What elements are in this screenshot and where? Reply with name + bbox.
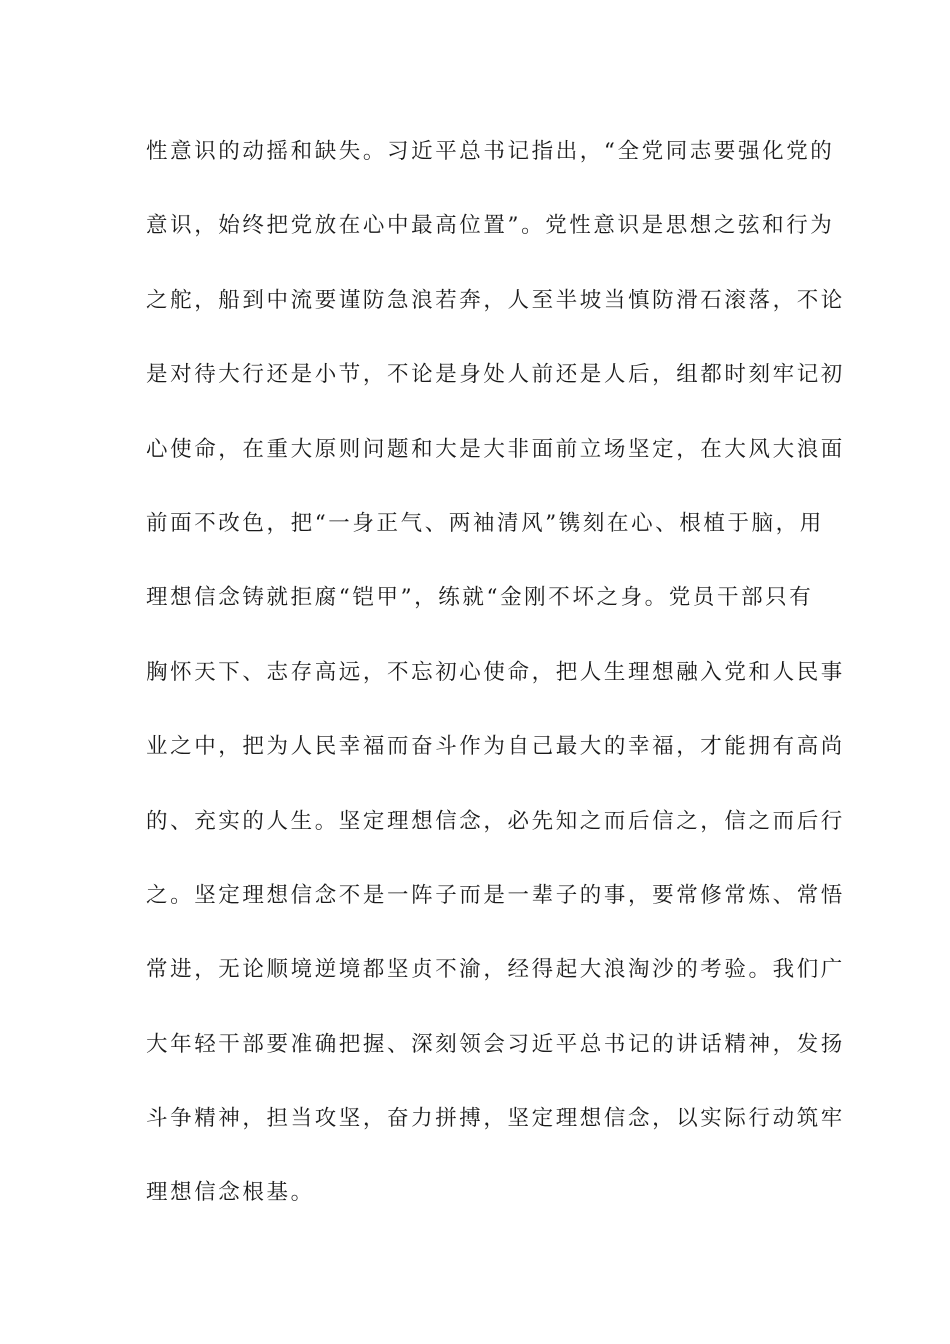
text-line: 业之中，把为人民幸福而奋斗作为自己最大的幸福，才能拥有高尚 xyxy=(146,734,845,760)
text-line: 常进，无论顺境逆境都坚贞不渝，经得起大浪淘沙的考验。我们广 xyxy=(146,957,845,983)
text-line: 的、充实的人生。坚定理想信念，必先知之而后信之，信之而后行 xyxy=(146,808,845,834)
text-line: 是对待大行还是小节，不论是身处人前还是人后，组都时刻牢记初 xyxy=(146,362,845,388)
text-line: 心使命，在重大原则问题和大是大非面前立场坚定，在大风大浪面 xyxy=(146,436,845,462)
text-line: 理想信念铸就拒腐“铠甲”，练就“金刚不坏之身。党员干部只有 xyxy=(146,585,814,611)
text-line: 斗争精神，担当攻坚，奋力拼搏，坚定理想信念，以实际行动筑牢 xyxy=(146,1106,845,1132)
text-line: 之舵，船到中流要谨防急浪若奔，人至半坡当慎防滑石滚落，不论 xyxy=(146,287,845,313)
text-line: 意识，始终把党放在心中最高位置”。党性意识是思想之弦和行为 xyxy=(146,213,835,239)
text-line: 胸怀天下、志存高远，不忘初心使命，把人生理想融入党和人民事 xyxy=(146,659,845,685)
text-line: 之。坚定理想信念不是一阵子而是一辈子的事，要常修常炼、常悟 xyxy=(146,882,845,908)
body-paragraph xyxy=(146,132,845,1248)
text-line: 前面不改色，把“一身正气、两袖清风”镌刻在心、根植于脑，用 xyxy=(146,510,824,536)
text-line: 性意识的动摇和缺失。习近平总书记指出，“全党同志要强化党的 xyxy=(146,139,835,164)
text-line: 理想信念根基。 xyxy=(146,1180,315,1206)
text-line: 大年轻干部要准确把握、深刻领会习近平总书记的讲话精神，发扬 xyxy=(146,1031,845,1057)
